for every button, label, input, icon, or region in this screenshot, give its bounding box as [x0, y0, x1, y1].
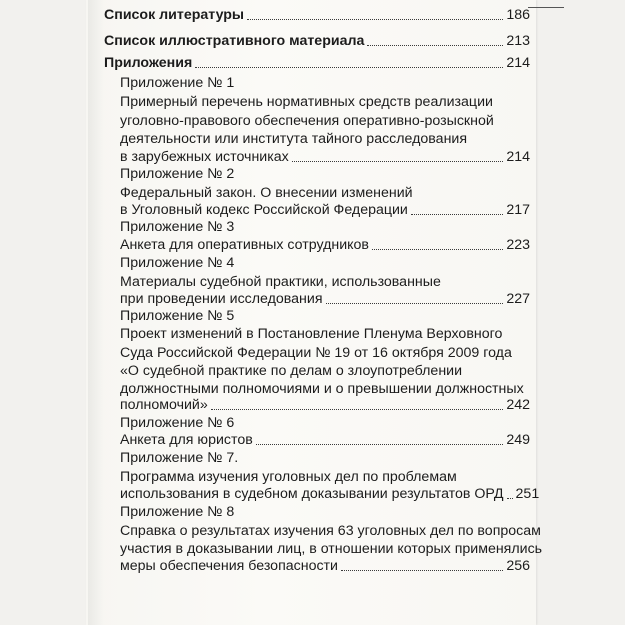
- appendix-7-line-1: Программа изучения уголовных дел по проблемам: [120, 469, 457, 485]
- appendix-4-entry[interactable]: [120, 291, 530, 308]
- appendix-7-last-line: использования в судебном доказывании результатов ОРД: [120, 486, 504, 502]
- dot-leader: [211, 409, 504, 410]
- appendix-4-title: Приложение № 4: [120, 255, 235, 271]
- appendix-7-title: Приложение № 7.: [120, 450, 239, 466]
- toc-entry-label: Приложения: [104, 55, 193, 71]
- appendix-2-page: 217: [506, 202, 530, 218]
- left-margin: [0, 0, 86, 625]
- appendix-6-page: 249: [506, 432, 530, 448]
- appendix-1-line-2: уголовно-правового обеспечения оперативно-розыскной: [120, 113, 494, 129]
- appendix-3-page: 223: [506, 237, 530, 253]
- appendix-3-entry[interactable]: [120, 237, 530, 254]
- top-rule: [528, 7, 564, 8]
- toc-entry-page: 213: [506, 33, 530, 49]
- page-spine-shadow: [88, 0, 104, 625]
- dot-leader: [372, 249, 503, 250]
- appendix-8-line-2: участия в доказывании лиц, в отношении которых применялись: [120, 541, 543, 557]
- appendix-8-title: Приложение № 8: [120, 504, 235, 520]
- appendix-7-entry[interactable]: [120, 486, 540, 503]
- appendix-1-line-3: деятельности или института тайного расследования: [120, 131, 468, 147]
- appendix-5-line-3: «О судебной практике по делам о злоупотреблении: [120, 363, 463, 379]
- dot-leader: [326, 303, 504, 304]
- appendix-8-entry[interactable]: [120, 558, 530, 575]
- appendix-6-last-line: Анкета для юристов: [120, 432, 253, 448]
- appendix-8-last-line: меры обеспечения безопасности: [120, 558, 338, 574]
- toc-entry-illustrations[interactable]: [104, 33, 530, 50]
- appendix-2-line-1: Федеральный закон. О внесении изменений: [120, 185, 413, 201]
- toc-entry-label: Список иллюстративного материала: [104, 33, 365, 49]
- appendix-1-title: Приложение № 1: [120, 75, 235, 91]
- appendix-5-entry[interactable]: [120, 397, 530, 414]
- toc-entry-page: 214: [506, 55, 530, 71]
- appendix-2-entry[interactable]: [120, 202, 530, 219]
- appendix-5-line-4: должностными полномочиями и о превышении должностных: [120, 381, 524, 397]
- appendix-1-last-line: в зарубежных источниках: [120, 149, 289, 165]
- appendix-6-title: Приложение № 6: [120, 415, 235, 431]
- toc-entry-references[interactable]: [104, 7, 530, 24]
- toc-entry-label: Список литературы: [104, 7, 245, 23]
- appendix-2-last-line: в Уголовный кодекс Российской Федерации: [120, 202, 408, 218]
- toc-entry-appendices[interactable]: [104, 55, 530, 72]
- appendix-7-page: 251: [515, 486, 540, 502]
- appendix-2-title: Приложение № 2: [120, 166, 235, 182]
- appendix-8-page: 256: [506, 558, 530, 574]
- toc-entry-page: 186: [506, 7, 530, 23]
- appendix-5-title: Приложение № 5: [120, 308, 235, 324]
- appendix-1-line-1: Примерный перечень нормативных средств реализации: [120, 94, 493, 110]
- appendix-6-entry[interactable]: [120, 432, 530, 449]
- appendix-5-line-2: Суда Российской Федерации № 19 от 16 октября 2009 года: [120, 345, 512, 361]
- dot-leader: [411, 214, 503, 215]
- appendix-4-page: 227: [506, 291, 530, 307]
- dot-leader: [507, 498, 513, 499]
- dot-leader: [247, 19, 503, 20]
- dot-leader: [195, 67, 503, 68]
- dot-leader: [292, 161, 504, 162]
- appendix-1-page: 214: [506, 149, 530, 165]
- appendix-3-title: Приложение № 3: [120, 219, 235, 235]
- dot-leader: [367, 45, 503, 46]
- dot-leader: [256, 444, 504, 445]
- appendix-1-entry[interactable]: [120, 149, 530, 166]
- appendix-5-line-1: Проект изменений в Постановление Пленума Верховного: [120, 326, 503, 342]
- dot-leader: [341, 570, 503, 571]
- appendix-5-last-line: полномочий»: [120, 397, 208, 413]
- appendix-8-line-1: Справка о результатах изучения 63 уголовных дел по вопросам: [120, 523, 541, 539]
- appendix-5-page: 242: [506, 397, 530, 413]
- appendix-4-line-1: Материалы судебной практики, использованные: [120, 274, 441, 290]
- appendix-3-last-line: Анкета для оперативных сотрудников: [120, 237, 369, 253]
- appendix-4-last-line: при проведении исследования: [120, 291, 323, 307]
